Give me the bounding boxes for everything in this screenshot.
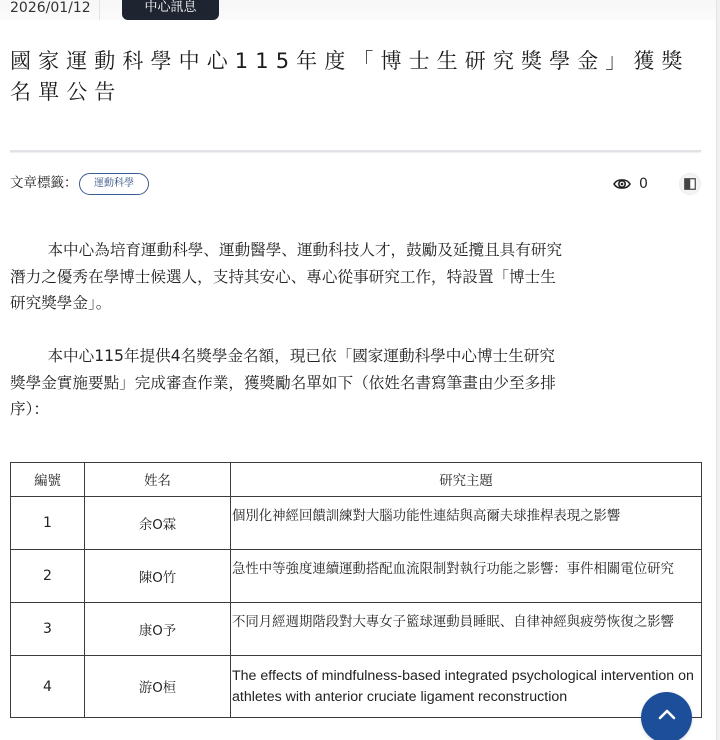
category-badge[interactable]: 中心訊息 [122, 0, 219, 20]
view-counter [613, 174, 648, 194]
article-title: 國家運動科學中心115年度「博士生研究獎學金」獲獎名單公告 [10, 49, 690, 104]
row-number: 4 [11, 656, 85, 718]
row-number: 1 [11, 497, 85, 550]
row-name: 游O桓 [85, 656, 231, 718]
intro-paragraph: 本中心為培育運動科學、運動醫學、運動科技人才，鼓勵及延攬且具有研究潛力之優秀在學博士候選人，支持其安心、專心從事研究工作，特設置「博士生研究獎學金」。 [10, 241, 563, 312]
reader-mode-button[interactable] [679, 173, 701, 195]
row-name: 康O予 [85, 603, 231, 656]
title-divider [10, 150, 701, 152]
row-name: 陳O竹 [85, 550, 231, 603]
row-number: 3 [11, 603, 85, 656]
publish-date: 2026/01/12 [10, 0, 91, 16]
tag-chip-sports-science[interactable]: 運動科學 [79, 173, 149, 195]
meta-divider [99, 0, 100, 20]
table-row [11, 603, 702, 656]
eye-icon [613, 177, 631, 191]
view-count: 0 [639, 176, 648, 192]
table-row [11, 497, 702, 550]
table-row [11, 656, 702, 718]
reader-mode-icon [684, 178, 696, 190]
awards-table [10, 462, 702, 718]
header-topic: 研究主題 [231, 463, 702, 497]
back-to-top-button[interactable] [641, 692, 692, 740]
announcement-paragraph: 本中心115年提供4名獎學金名額，現已依「國家運動科學中心博士生研究獎學金實施要點」完成審查作業，獲獎勵名單如下（依姓名書寫筆畫由少至多排序）： [10, 347, 556, 418]
row-number: 2 [11, 550, 85, 603]
article-meta-bar [0, 0, 716, 20]
row-name: 余O霖 [85, 497, 231, 550]
page-scrollbar[interactable] [716, 0, 720, 740]
table-row [11, 550, 702, 603]
header-number: 編號 [11, 463, 85, 497]
header-name: 姓名 [85, 463, 231, 497]
row-topic: The effects of mindfulness-based integrated psychological intervention on athletes with anterior cruciate ligament reconstruction [231, 656, 702, 718]
chevron-up-icon [658, 708, 676, 720]
row-topic: 急性中等強度連續運動搭配血流限制對執行功能之影響：事件相關電位研究 [231, 550, 702, 603]
tags-label: 文章標籤： [10, 175, 78, 191]
row-topic: 不同月經週期階段對大專女子籃球運動員睡眠、自律神經與疲勞恢復之影響 [231, 603, 702, 656]
table-header-row [11, 463, 702, 497]
row-topic: 個別化神經回饋訓練對大腦功能性連結與高爾夫球推桿表現之影響 [231, 497, 702, 550]
